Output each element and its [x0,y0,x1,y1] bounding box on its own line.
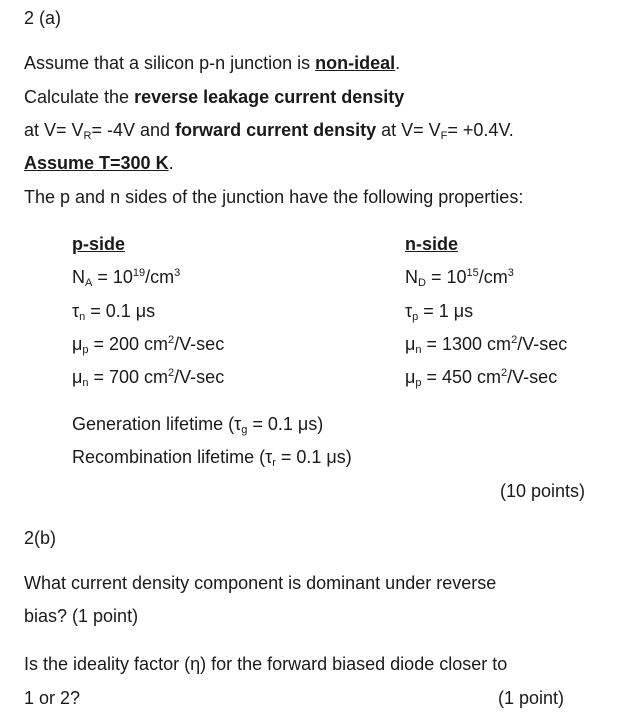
tau-n-value: = 0.1 μs [85,301,156,321]
conditions-line [24,119,514,141]
p-side-mobility-n [72,366,224,388]
recombination-text: Recombination lifetime (τ [72,447,273,467]
part-b-heading: 2(b) [24,528,57,548]
calc-text: Calculate the [24,87,135,107]
calc-line [24,86,404,108]
generation-value: = 0.1 μs) [247,414,324,434]
tau-p-value: = 1 μs [418,301,474,321]
mu-p-exponent: 2 [501,367,508,379]
mu-p-subscript: p [82,344,89,356]
mu-n-value: = 1300 cm [421,334,512,354]
nd-unit-exponent: 3 [507,267,514,279]
generation-text: Generation lifetime (τ [72,414,242,434]
nd-subscript: D [418,277,426,289]
question-1-line-2: bias? (1 point) [24,606,139,626]
mu-p-unit: /V-sec [174,334,225,354]
p-side-title: p-side [72,234,126,254]
na-value: = 10 [92,267,133,287]
question-2-line-1: Is the ideality factor (η) for the forward biased diode closer to [24,654,508,674]
recombination-value: = 0.1 μs) [275,447,352,467]
vr-subscript: R [83,130,92,142]
question-2-points: (1 point) [498,688,565,708]
tau-p-symbol: τ [405,301,413,321]
nd-unit: /cm [478,267,508,287]
non-ideal-emphasis: non-ideal [315,53,396,73]
mu-p-exponent: 2 [168,334,175,346]
properties-intro: The p and n sides of the junction have the following properties: [24,187,524,207]
tau-n-subscript: n [79,311,86,323]
temperature-emphasis: Assume T=300 K [24,153,169,173]
forward-current-emphasis: forward current density [175,120,377,140]
mu-p-value: = 200 cm [88,334,169,354]
question-2-line-2: 1 or 2? [24,688,81,708]
mu-p-symbol: μ [72,334,83,354]
mu-n-exponent: 2 [168,367,175,379]
n-side-doping [405,266,514,288]
mu-n-subscript: n [415,344,422,356]
tau-g-subscript: g [241,424,248,436]
mu-n-symbol: μ [405,334,416,354]
na-unit: /cm [145,267,175,287]
part-a-points: (10 points) [500,481,586,501]
intro-line [24,52,400,74]
tau-r-subscript: r [272,457,276,469]
na-exponent: 19 [132,267,146,279]
mu-p-symbol: μ [405,367,416,387]
na-unit-exponent: 3 [174,267,181,279]
intro-period: . [395,53,401,73]
p-side-doping [72,266,180,288]
tau-n-symbol: τ [72,301,80,321]
vf-subscript: F [440,130,448,142]
mu-n-unit: /V-sec [174,367,225,387]
tau-p-subscript: p [412,311,419,323]
generation-lifetime [72,413,323,435]
nd-value: = 10 [425,267,467,287]
mu-n-symbol: μ [72,367,83,387]
temperature-period: . [168,153,174,173]
mu-n-unit: /V-sec [517,334,568,354]
mu-p-value: = 450 cm [421,367,502,387]
conditions-text-3: at V= V [376,120,441,140]
conditions-text-1: at V= V [24,120,84,140]
reverse-leakage-emphasis: reverse leakage current density [134,87,405,107]
p-side-lifetime [72,300,155,322]
question-1-line-1: What current density component is dominant under reverse [24,573,497,593]
n-side-title: n-side [405,234,459,254]
mu-p-subscript: p [415,377,422,389]
nd-exponent: 15 [466,267,479,279]
mu-n-subscript: n [82,377,89,389]
intro-text: Assume that a silicon p-n junction is [24,53,316,73]
na-subscript: A [85,277,93,289]
conditions-text-4: = +0.4V. [447,120,514,140]
mu-n-exponent: 2 [511,334,518,346]
temperature-line [24,152,174,174]
part-a-heading: 2 (a) [24,8,62,28]
n-side-mobility-p [405,366,557,388]
mu-p-unit: /V-sec [507,367,558,387]
nd-symbol: N [405,267,418,287]
n-side-mobility-n [405,333,567,355]
conditions-text-2: = -4V and [91,120,176,140]
n-side-lifetime [405,300,473,322]
recombination-lifetime [72,446,352,468]
p-side-mobility-p [72,333,224,355]
mu-n-value: = 700 cm [88,367,169,387]
na-symbol: N [72,267,85,287]
